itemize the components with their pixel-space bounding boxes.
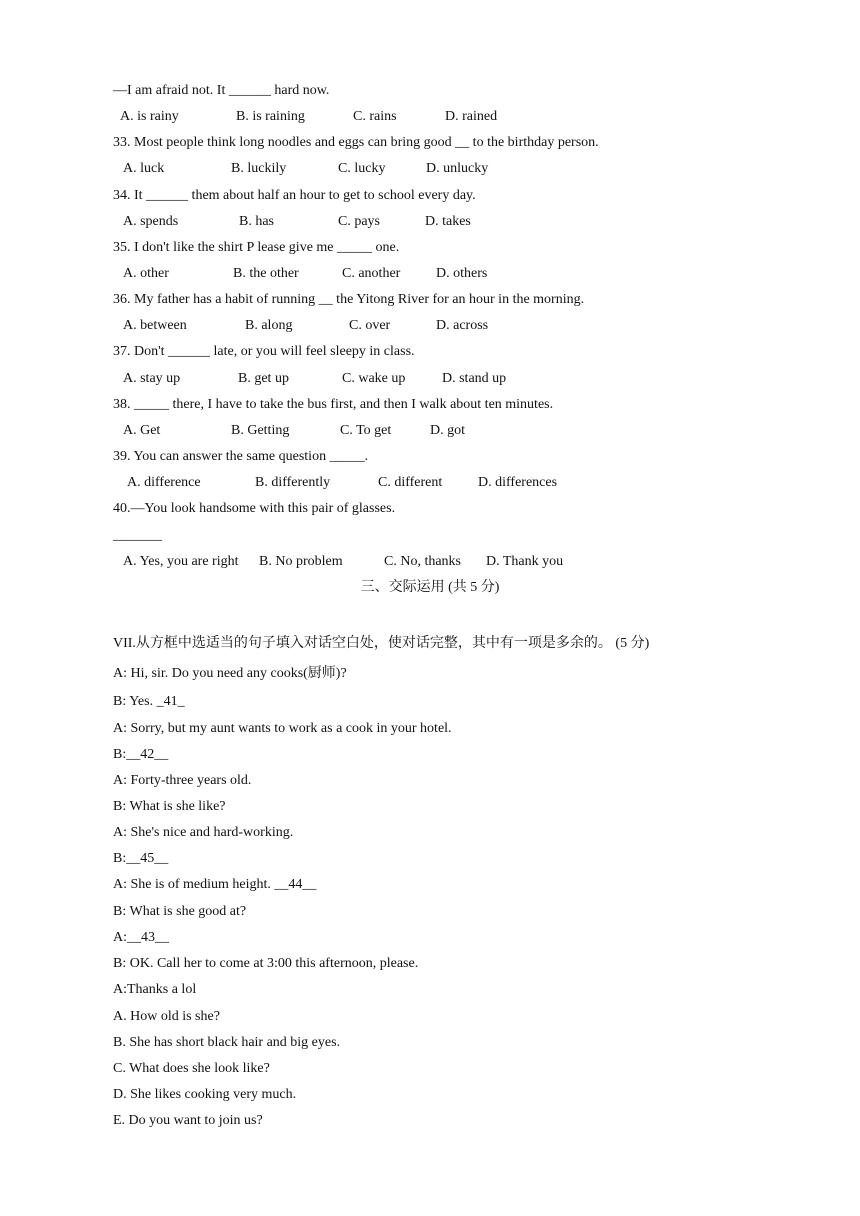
q37-stem: 37. Don't ______ late, or you will feel sleepy in class. bbox=[113, 344, 415, 359]
choice-item: A. How old is she? bbox=[113, 1009, 220, 1024]
choice-item: D. She likes cooking very much. bbox=[113, 1087, 297, 1102]
q37-option-a: A. stay up bbox=[123, 371, 181, 386]
q34-option-c: C. pays bbox=[338, 214, 380, 229]
q33-option-b: B. luckily bbox=[231, 161, 287, 176]
q38-option-b: B. Getting bbox=[231, 423, 290, 438]
q34-option-a: A. spends bbox=[123, 214, 179, 229]
q35-option-d: D. others bbox=[436, 266, 488, 281]
section-heading: 三、交际运用 (共 5 分) bbox=[360, 580, 500, 595]
choice-item: B. She has short black hair and big eyes. bbox=[113, 1035, 341, 1050]
q37-option-b: B. get up bbox=[238, 371, 289, 386]
q39-stem: 39. You can answer the same question _____. bbox=[113, 449, 369, 464]
dialogue-line: A:__43__ bbox=[113, 930, 169, 945]
q35-option-b: B. the other bbox=[233, 266, 299, 281]
q35-option-c: C. another bbox=[342, 266, 401, 281]
q33-option-d: D. unlucky bbox=[426, 161, 489, 176]
q39-option-d: D. differences bbox=[478, 475, 558, 490]
q32-option-d: D. rained bbox=[445, 109, 498, 124]
dialogue-line: A: Forty-three years old. bbox=[113, 773, 252, 788]
q39-option-b: B. differently bbox=[255, 475, 331, 490]
q40-option-a: A. Yes, you are right bbox=[123, 554, 239, 569]
q35-option-a: A. other bbox=[123, 266, 169, 281]
q39-option-c: C. different bbox=[378, 475, 443, 490]
q40-answer-blank: _______ bbox=[113, 528, 162, 543]
dialogue-line: B:__42__ bbox=[113, 747, 169, 762]
q40-option-d: D. Thank you bbox=[486, 554, 564, 569]
q34-stem: 34. It ______ them about half an hour to get to school every day. bbox=[113, 188, 476, 203]
dialogue-line: A: Hi, sir. Do you need any cooks(厨师)? bbox=[113, 666, 347, 681]
q34-option-b: B. has bbox=[239, 214, 274, 229]
dialogue-line: A: She is of medium height. __44__ bbox=[113, 877, 317, 892]
dialogue-line: B: What is she like? bbox=[113, 799, 226, 814]
q32-option-b: B. is raining bbox=[236, 109, 305, 124]
q36-stem: 36. My father has a habit of running __ the Yitong River for an hour in the morning. bbox=[113, 292, 585, 307]
q33-option-a: A. luck bbox=[123, 161, 165, 176]
q38-option-d: D. got bbox=[430, 423, 465, 438]
q40-option-c: C. No, thanks bbox=[384, 554, 461, 569]
q33-stem: 33. Most people think long noodles and eggs can bring good __ to the birthday person. bbox=[113, 135, 599, 150]
q34-option-d: D. takes bbox=[425, 214, 471, 229]
q36-option-a: A. between bbox=[123, 318, 187, 333]
choice-item: C. What does she look like? bbox=[113, 1061, 270, 1076]
q40-option-b: B. No problem bbox=[259, 554, 343, 569]
q33-option-c: C. lucky bbox=[338, 161, 386, 176]
q32-option-a: A. is rainy bbox=[120, 109, 179, 124]
q38-option-c: C. To get bbox=[340, 423, 392, 438]
q36-option-b: B. along bbox=[245, 318, 293, 333]
q38-option-a: A. Get bbox=[123, 423, 161, 438]
dialogue-line: B: Yes. _41_ bbox=[113, 694, 185, 709]
q38-stem: 38. _____ there, I have to take the bus first, and then I walk about ten minutes. bbox=[113, 397, 554, 412]
dialogue-line: B:__45__ bbox=[113, 851, 169, 866]
dialogue-line: B: OK. Call her to come at 3:00 this afternoon, please. bbox=[113, 956, 419, 971]
q36-option-c: C. over bbox=[349, 318, 391, 333]
q32-option-c: C. rains bbox=[353, 109, 397, 124]
dialogue-line: A:Thanks a lol bbox=[113, 982, 197, 997]
q36-option-d: D. across bbox=[436, 318, 489, 333]
dialogue-line: A: She's nice and hard-working. bbox=[113, 825, 294, 840]
choice-item: E. Do you want to join us? bbox=[113, 1113, 263, 1128]
dialogue-line: A: Sorry, but my aunt wants to work as a cook in your hotel. bbox=[113, 721, 452, 736]
q32-stem: —I am afraid not. It ______ hard now. bbox=[113, 83, 330, 98]
section7-instruction: VII.从方框中选适当的句子填入对话空白处，使对话完整，其中有一项是多余的。 (5 分) bbox=[113, 636, 650, 651]
q39-option-a: A. difference bbox=[127, 475, 201, 490]
q35-stem: 35. I don't like the shirt P lease give me _____ one. bbox=[113, 240, 400, 255]
q37-option-c: C. wake up bbox=[342, 371, 406, 386]
q37-option-d: D. stand up bbox=[442, 371, 507, 386]
q40-stem: 40.—You look handsome with this pair of glasses. bbox=[113, 501, 396, 516]
dialogue-line: B: What is she good at? bbox=[113, 904, 247, 919]
